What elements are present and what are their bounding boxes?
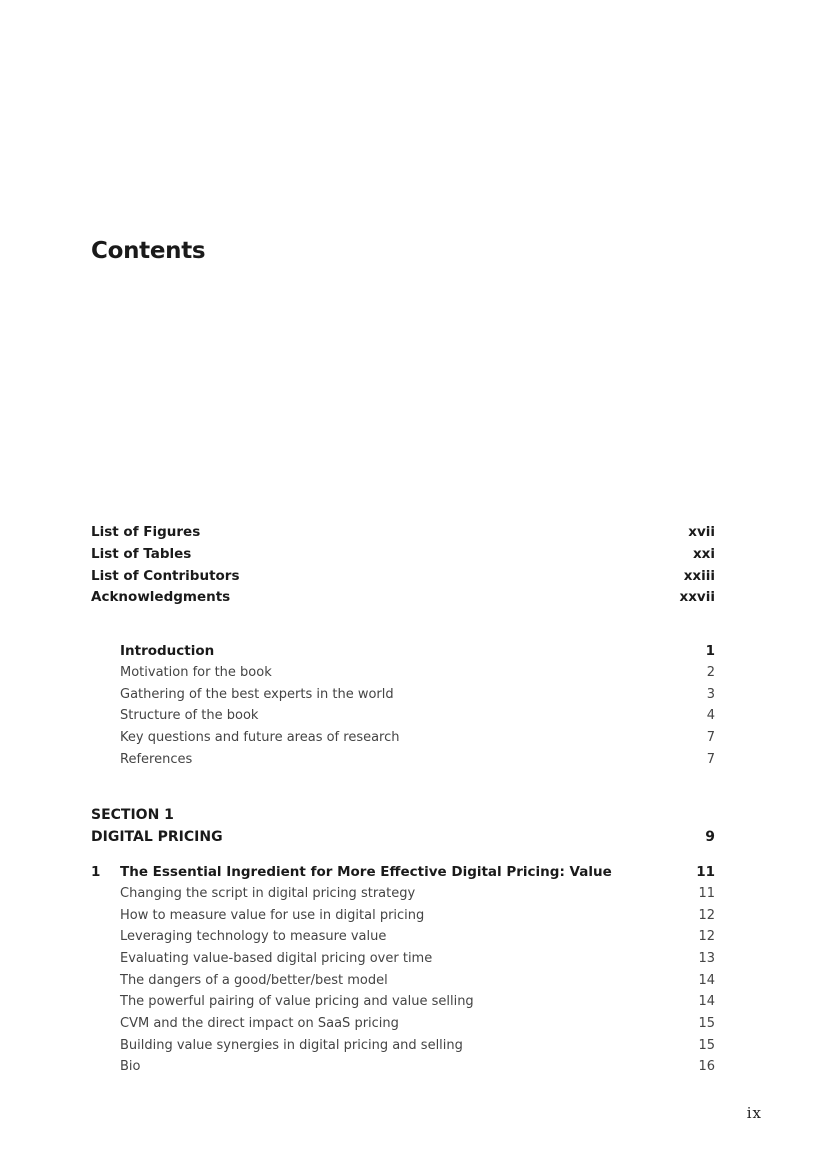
toc-subentry[interactable] [91,1036,715,1056]
toc-subentry[interactable] [91,992,715,1012]
toc-entry-label: Motivation for the book [120,665,272,680]
toc-entry-page: 7 [706,752,715,767]
toc-entry-page: 14 [698,994,715,1009]
toc-entry-label: References [120,752,193,767]
toc-entry-label: Building value synergies in digital pricing and selling [120,1038,463,1053]
section-heading[interactable] [91,804,715,848]
toc-entry-page: 14 [698,973,715,988]
toc-entry-list-of-tables[interactable] [91,544,715,564]
toc-entry-page: 11 [698,886,715,901]
section-number: SECTION 1 [91,807,174,823]
toc-entry-label: Gathering of the best experts in the world [120,687,394,702]
toc-entry-label: The Essential Ingredient for More Effective Digital Pricing: Value [120,864,612,880]
section-title: DIGITAL PRICING [91,829,223,845]
toc-subentry[interactable] [91,1014,715,1034]
toc-entry-page: 11 [696,864,715,880]
toc-entry-page: xxvii [679,589,715,605]
toc-entry-label: List of Figures [91,524,201,540]
toc-entry-page: 1 [705,643,715,659]
chapter-number: 1 [91,864,101,880]
toc-entry-introduction[interactable] [91,641,715,661]
toc-entry-page: 7 [706,730,715,745]
toc-entry-page: 4 [706,708,715,723]
toc-entry-chapter-1[interactable] [91,862,715,882]
toc-entry-page: 13 [698,951,715,966]
toc-subentry[interactable] [91,1057,715,1077]
toc-subentry[interactable] [91,884,715,904]
toc-subentry[interactable] [91,728,715,748]
toc-subentry[interactable] [91,971,715,991]
toc-entry-label: Introduction [120,643,215,659]
toc-entry-list-of-contributors[interactable] [91,566,715,586]
toc-entry-label: The powerful pairing of value pricing and value selling [120,994,474,1009]
toc-entry-page: 15 [698,1016,715,1031]
toc-entry-label: Leveraging technology to measure value [120,929,387,944]
toc-entry-label: Bio [120,1059,141,1074]
toc-entry-page: 12 [698,908,715,923]
toc-entry-page: 3 [706,687,715,702]
toc-entry-label: Acknowledgments [91,589,231,605]
toc-subentry[interactable] [91,706,715,726]
toc-entry-label: How to measure value for use in digital pricing [120,908,425,923]
toc-entry-page: xxiii [683,568,715,584]
toc-entry-label: Evaluating value-based digital pricing over time [120,951,433,966]
toc-entry-page: xvii [688,524,715,540]
toc-entry-label: Structure of the book [120,708,259,723]
toc-entry-label: Changing the script in digital pricing strategy [120,886,416,901]
toc-entry-page: 15 [698,1038,715,1053]
toc-subentry[interactable] [91,927,715,947]
section-page: 9 [705,829,715,845]
toc-entry-label: List of Tables [91,546,192,562]
toc-entry-page: xxi [692,546,715,562]
page-title: Contents [91,238,206,264]
toc-entry-page: 2 [706,665,715,680]
toc-entry-label: CVM and the direct impact on SaaS pricing [120,1016,399,1031]
toc-subentry[interactable] [91,949,715,969]
toc-subentry[interactable] [91,906,715,926]
toc-entry-page: 12 [698,929,715,944]
toc-subentry[interactable] [91,750,715,770]
page-folio: ix [746,1104,762,1122]
toc-entry-label: Key questions and future areas of research [120,730,400,745]
toc-entry-list-of-figures[interactable] [91,522,715,542]
toc-subentry[interactable] [91,663,715,683]
toc-entry-label: The dangers of a good/better/best model [120,973,388,988]
toc-entry-acknowledgments[interactable] [91,587,715,607]
toc-subentry[interactable] [91,685,715,705]
toc-entry-page: 16 [698,1059,715,1074]
toc-entry-label: List of Contributors [91,568,240,584]
